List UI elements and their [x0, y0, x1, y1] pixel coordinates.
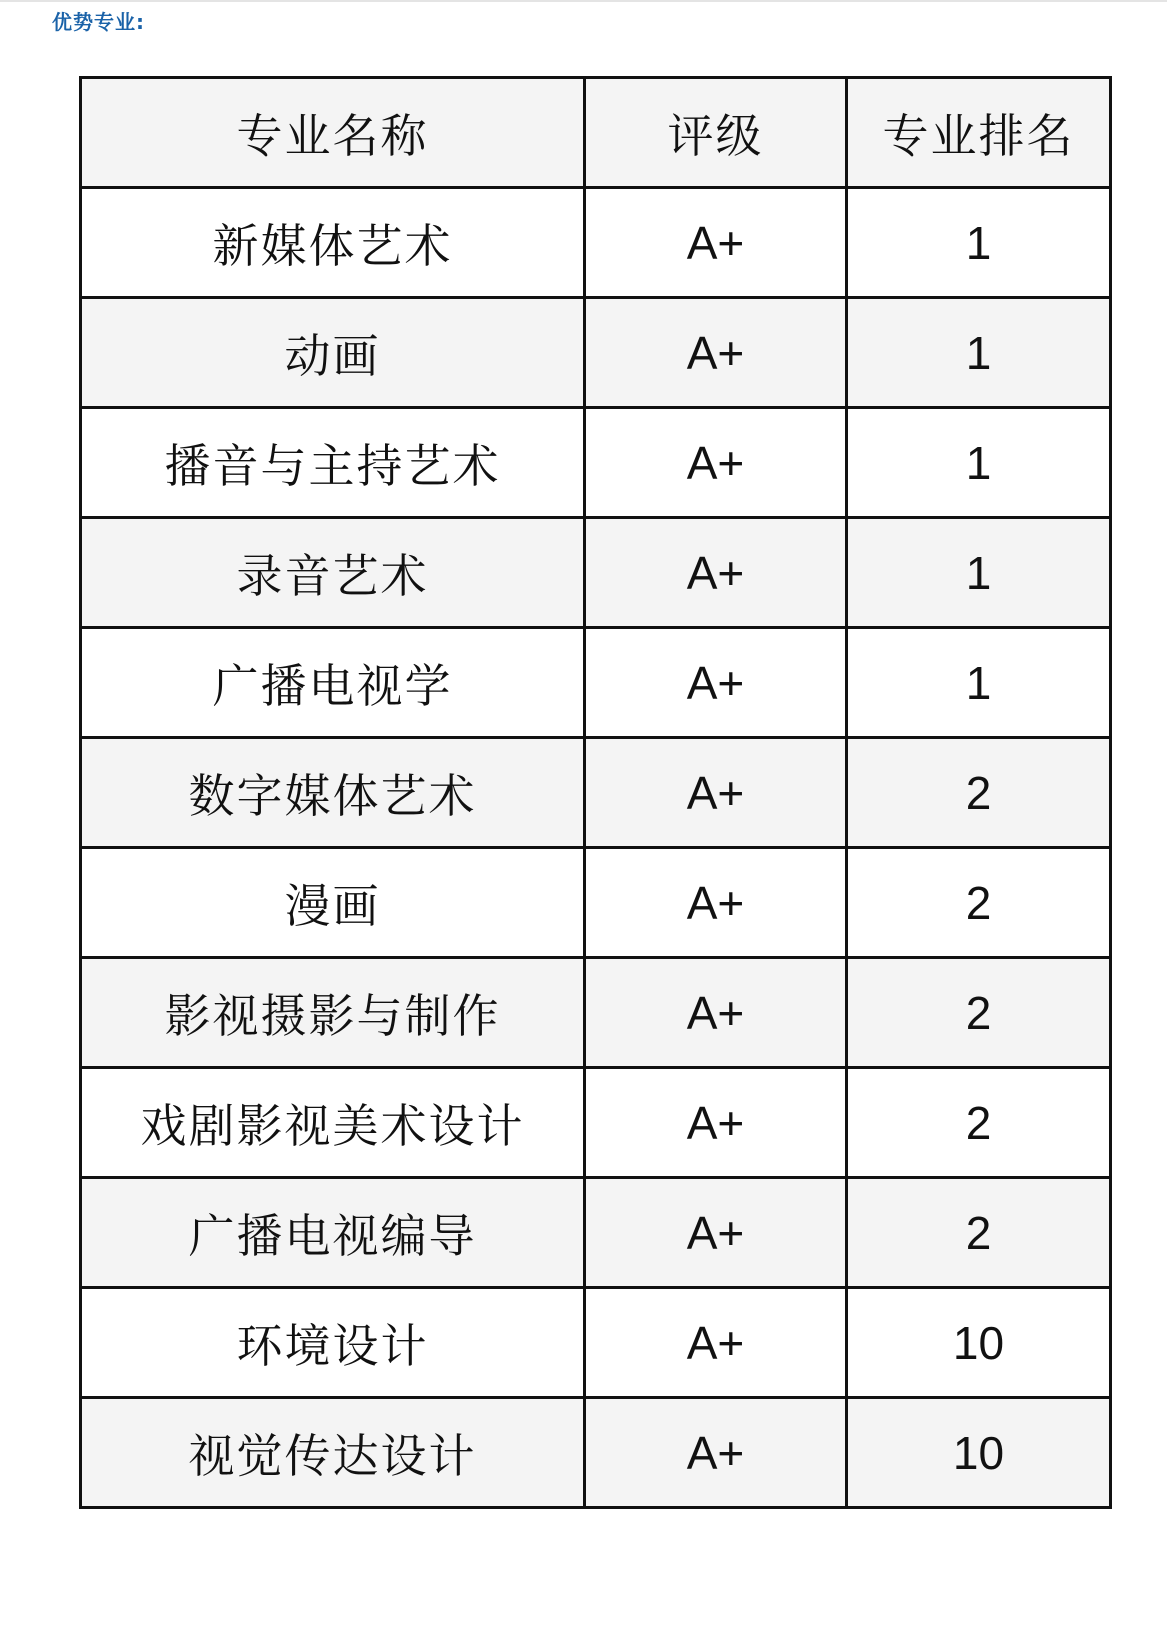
table-row: [81, 188, 1111, 298]
grade-cell: A+: [585, 1288, 847, 1398]
major-name-cell: 录音艺术: [81, 518, 585, 628]
major-name-cell: 戏剧影视美术设计: [81, 1068, 585, 1178]
rank-cell: 1: [847, 188, 1111, 298]
major-name-cell: 新媒体艺术: [81, 188, 585, 298]
table-row: [81, 1288, 1111, 1398]
rank-cell: 1: [847, 628, 1111, 738]
rank-cell: 2: [847, 958, 1111, 1068]
table-header-row: [81, 78, 1111, 188]
table-row: [81, 1068, 1111, 1178]
major-ranking-table: [79, 76, 1112, 1509]
major-name-cell: 广播电视编导: [81, 1178, 585, 1288]
major-name-cell: 漫画: [81, 848, 585, 958]
grade-cell: A+: [585, 958, 847, 1068]
rank-cell: 2: [847, 1178, 1111, 1288]
rank-cell: 2: [847, 1068, 1111, 1178]
major-name-cell: 数字媒体艺术: [81, 738, 585, 848]
grade-cell: A+: [585, 738, 847, 848]
major-name-cell: 影视摄影与制作: [81, 958, 585, 1068]
grade-cell: A+: [585, 518, 847, 628]
column-header-rank: 专业排名: [847, 78, 1111, 188]
grade-cell: A+: [585, 1178, 847, 1288]
rank-cell: 1: [847, 408, 1111, 518]
grade-cell: A+: [585, 848, 847, 958]
major-name-cell: 广播电视学: [81, 628, 585, 738]
rank-cell: 1: [847, 518, 1111, 628]
section-heading: 优势专业:: [52, 10, 145, 34]
table-row: [81, 518, 1111, 628]
grade-cell: A+: [585, 188, 847, 298]
major-name-cell: 视觉传达设计: [81, 1398, 585, 1508]
grade-cell: A+: [585, 1068, 847, 1178]
rank-cell: 10: [847, 1288, 1111, 1398]
table-row: [81, 298, 1111, 408]
table-row: [81, 1178, 1111, 1288]
grade-cell: A+: [585, 298, 847, 408]
table-row: [81, 738, 1111, 848]
table-row: [81, 1398, 1111, 1508]
top-divider: [0, 0, 1167, 2]
table-row: [81, 628, 1111, 738]
rank-cell: 2: [847, 848, 1111, 958]
rank-cell: 1: [847, 298, 1111, 408]
grade-cell: A+: [585, 408, 847, 518]
table-row: [81, 408, 1111, 518]
table-row: [81, 958, 1111, 1068]
rank-cell: 10: [847, 1398, 1111, 1508]
grade-cell: A+: [585, 628, 847, 738]
major-name-cell: 环境设计: [81, 1288, 585, 1398]
table-row: [81, 848, 1111, 958]
column-header-grade: 评级: [585, 78, 847, 188]
major-name-cell: 播音与主持艺术: [81, 408, 585, 518]
rank-cell: 2: [847, 738, 1111, 848]
grade-cell: A+: [585, 1398, 847, 1508]
column-header-major: 专业名称: [81, 78, 585, 188]
major-name-cell: 动画: [81, 298, 585, 408]
